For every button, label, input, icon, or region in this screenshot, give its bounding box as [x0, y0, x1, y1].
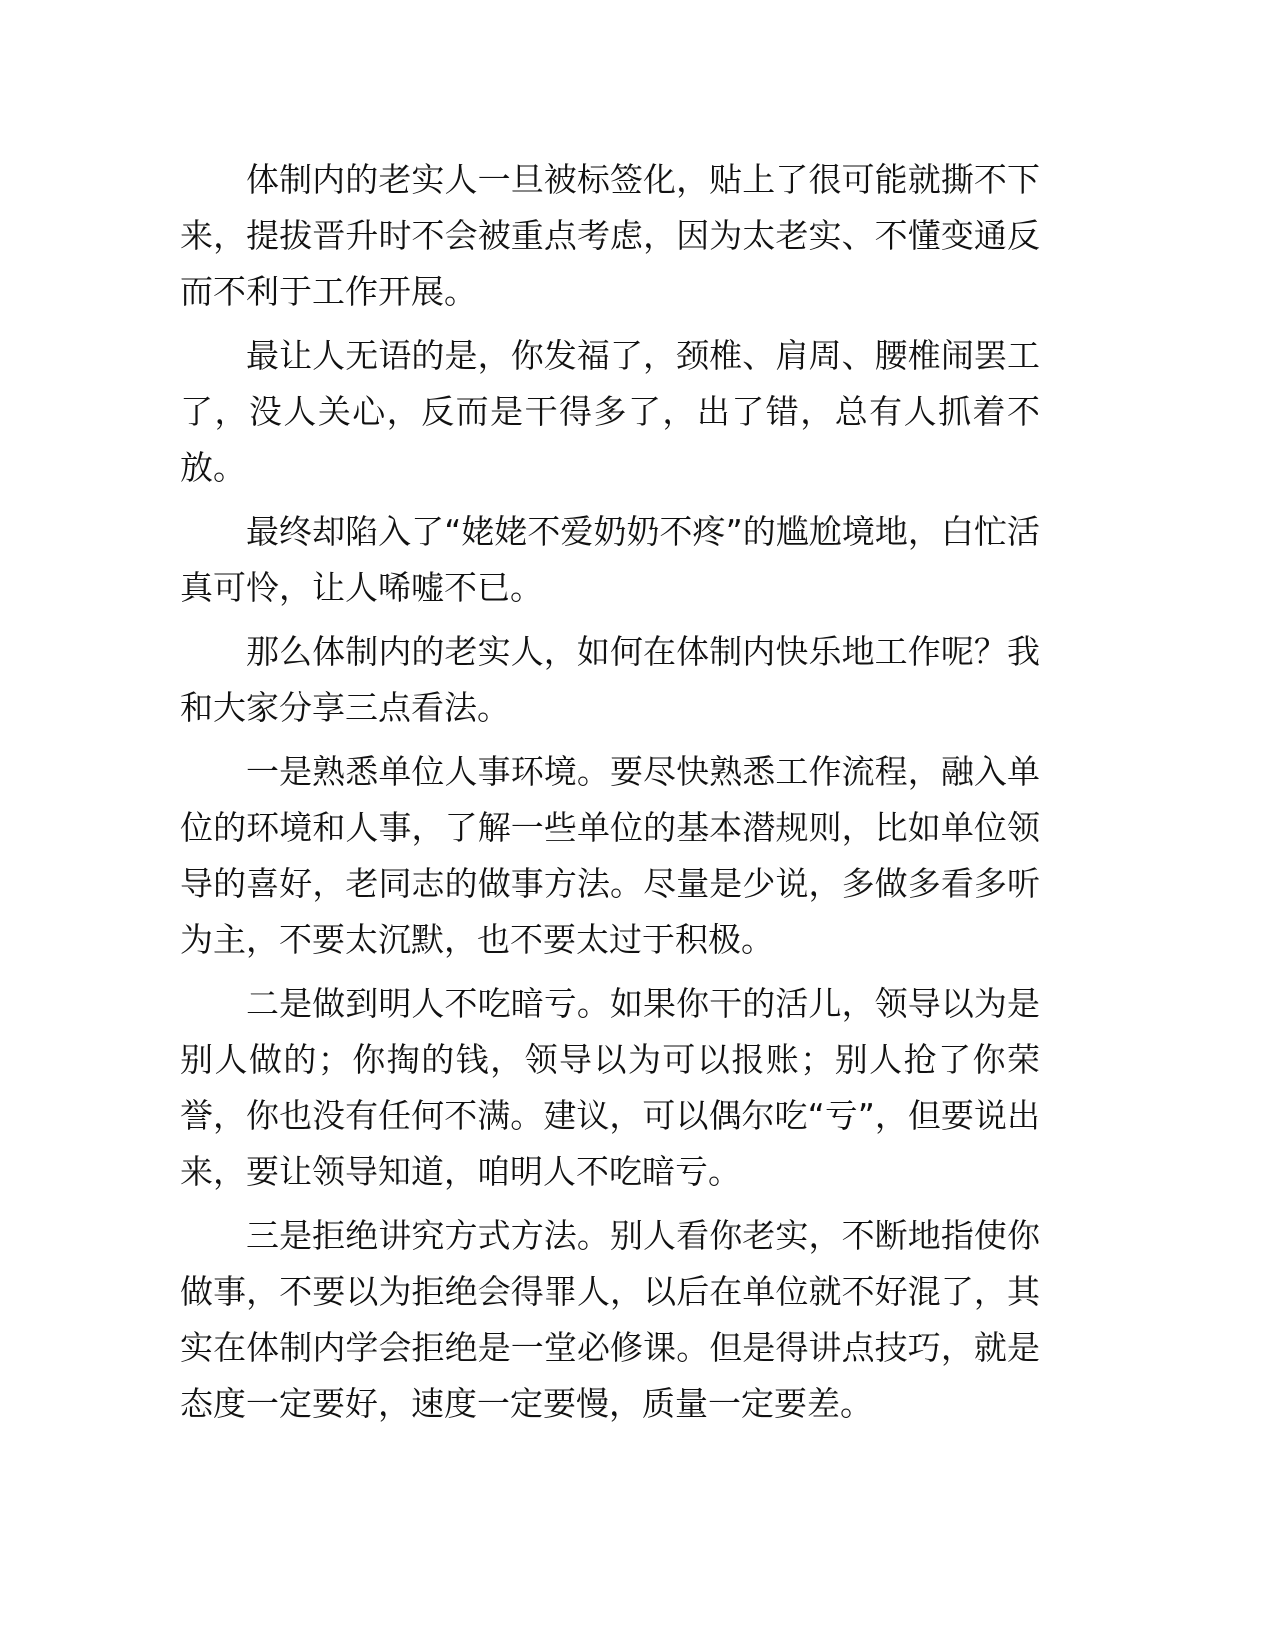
document-body	[180, 152, 1040, 1440]
paragraph: 一是熟悉单位人事环境。要尽快熟悉工作流程，融入单位的环境和人事，了解一些单位的基本潜规则，比如单位领导的喜好，老同志的做事方法。尽量是少说，多做多看多听为主，不要太沉默，也不要太过于积极。	[180, 752, 1040, 959]
paragraph: 那么体制内的老实人，如何在体制内快乐地工作呢？我和大家分享三点看法。	[180, 632, 1040, 727]
paragraph: 最让人无语的是，你发福了，颈椎、肩周、腰椎闹罢工了，没人关心，反而是干得多了，出了错，总有人抓着不放。	[180, 336, 1040, 487]
paragraph: 三是拒绝讲究方式方法。别人看你老实，不断地指使你做事，不要以为拒绝会得罪人，以后在单位就不好混了，其实在体制内学会拒绝是一堂必修课。但是得讲点技巧，就是态度一定要好，速度一定要慢，质量一定要差。	[180, 1216, 1040, 1423]
paragraph: 最终却陷入了“姥姥不爱奶奶不疼”的尴尬境地，白忙活真可怜，让人唏嘘不已。	[180, 512, 1040, 607]
paragraph: 体制内的老实人一旦被标签化，贴上了很可能就撕不下来，提拔晋升时不会被重点考虑，因为太老实、不懂变通反而不利于工作开展。	[180, 160, 1040, 311]
paragraph: 二是做到明人不吃暗亏。如果你干的活儿，领导以为是别人做的；你掏的钱，领导以为可以报账；别人抢了你荣誉，你也没有任何不满。建议，可以偶尔吃“亏”，但要说出来，要让领导知道，咱明人不吃暗亏。	[180, 984, 1040, 1191]
